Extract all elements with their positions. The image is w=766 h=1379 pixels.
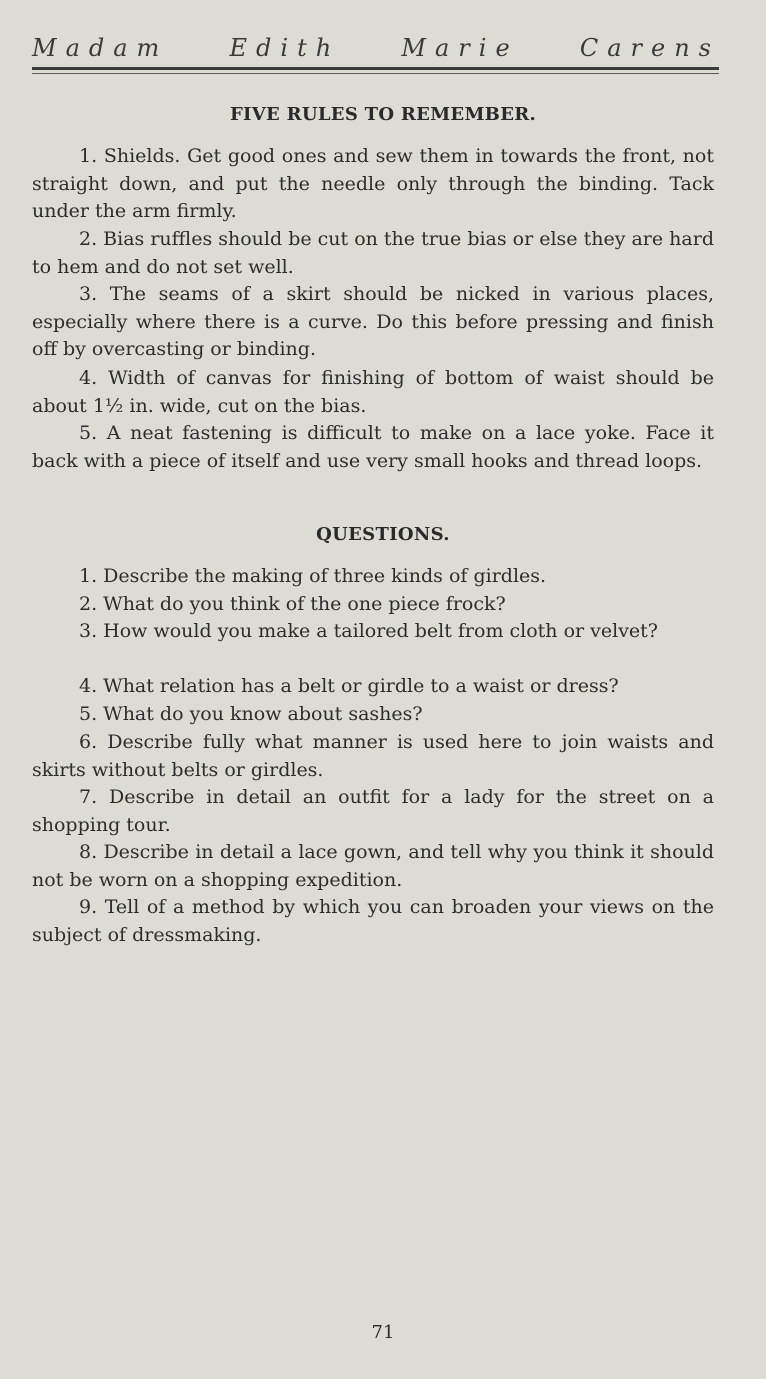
question-item: 3. How would you make a tailored belt from cloth or velvet? <box>79 620 658 642</box>
page-number: 71 <box>371 1322 395 1343</box>
rule-item: 3. The seams of a skirt should be nicked in various places, especially where there is a curve. Do this before pressing and finish off by overcasting or binding. <box>32 283 714 360</box>
rule-item: 2. Bias ruffles should be cut on the true bias or else they are hard to hem and do not set well. <box>32 228 714 278</box>
header-rule-thick <box>32 67 719 70</box>
question-item: 2. What do you think of the one piece frock? <box>79 593 506 615</box>
question-item: 9. Tell of a method by which you can broaden your views on the subject of dressmaking. <box>32 896 714 946</box>
question-item: 5. What do you know about sashes? <box>79 703 423 725</box>
running-head-word: Carens <box>579 34 720 62</box>
rules-heading: FIVE RULES TO REMEMBER. <box>229 104 537 125</box>
rule-item: 5. A neat fastening is difficult to make on a lace yoke. Face it back with a piece of itself and use very small hooks and thread loops. <box>32 422 714 472</box>
running-head <box>32 34 720 62</box>
questions-heading: QUESTIONS. <box>316 524 450 545</box>
rule-item: 1. Shields. Get good ones and sew them in towards the front, not straight down, and put the needle only through the binding. Tack under the arm firmly. <box>32 145 714 222</box>
rule-item: 4. Width of canvas for finishing of bottom of waist should be about 1½ in. wide, cut on the bias. <box>32 367 714 417</box>
question-item: 7. Describe in detail an outfit for a lady for the street on a shopping tour. <box>32 786 714 836</box>
header-rule-thin <box>32 73 719 74</box>
question-item: 6. Describe fully what manner is used here to join waists and skirts without belts or girdles. <box>32 731 714 781</box>
question-item: 4. What relation has a belt or girdle to a waist or dress? <box>79 675 619 697</box>
running-head-word: Marie <box>401 34 519 62</box>
running-head-word: Edith <box>229 34 341 62</box>
question-item: 8. Describe in detail a lace gown, and tell why you think it should not be worn on a shopping expedition. <box>32 841 714 891</box>
running-head-word: Madam <box>32 34 169 62</box>
question-item: 1. Describe the making of three kinds of girdles. <box>79 565 547 587</box>
